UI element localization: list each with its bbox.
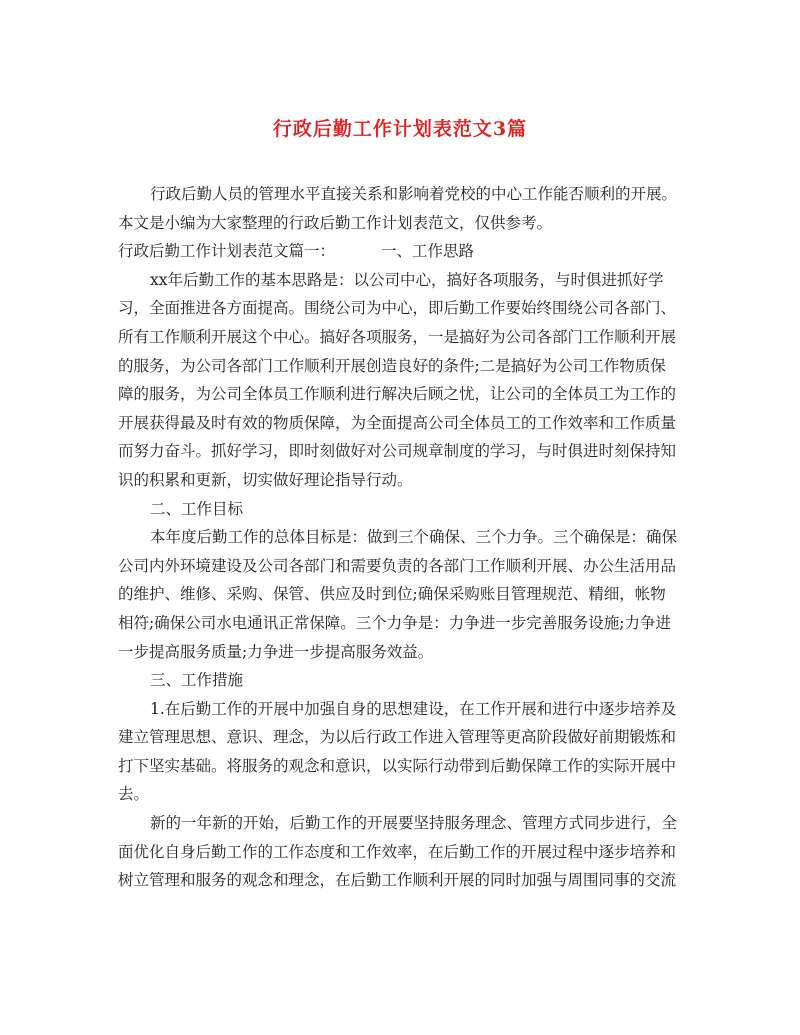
paragraph-line [118, 838, 684, 867]
line-text: 而努力奋斗。抓好学习，即时刻做好对公司规章制度的学习，与时俱进时刻保持知 [118, 442, 677, 461]
paragraph-line [118, 209, 684, 238]
paragraph-line [118, 638, 684, 667]
line-text: 行政后勤人员的管理水平直接关系和影响着党校的中心工作能否顺利的开展。 [150, 185, 678, 203]
section-heading: 一、工作思路 [381, 242, 475, 261]
line-text: 开展获得最及时有效的物质保障，为全面提高公司全体员工的工作效率和工作质量 [118, 413, 677, 432]
line-text: 打下坚实基础。将服务的观念和意识，以实际行动带到后勤保障工作的实际开展中 [118, 756, 677, 775]
document-title: 行政后勤工作计划表范文3篇 [272, 118, 528, 140]
line-text: 1.在后勤工作的开展中加强自身的思想建设，在工作开展和进行中逐步培养及 [150, 699, 677, 718]
paragraph-line [118, 523, 684, 552]
line-text: 三、工作措施 [150, 671, 244, 690]
line-text: xx年后勤工作的基本思路是：以公司中心，搞好各项服务，与时俱进抓好学 [150, 270, 664, 289]
line-text: 二、工作目标 [150, 499, 244, 518]
line-text: 面优化自身后勤工作的工作态度和工作效率，在后勤工作的开展过程中逐步培养和 [118, 842, 677, 861]
line-text: 的维护、维修、采购、保管、供应及时到位;确保采购账目管理规范、精细，帐物 [118, 585, 666, 604]
paragraph-line [118, 780, 684, 809]
paragraph-line [118, 495, 684, 524]
line-text: 去。 [118, 785, 150, 804]
paragraph-line [118, 409, 684, 438]
paragraph-line [118, 809, 684, 838]
line-text: 识的积累和更新，切实做好理论指导行动。 [118, 470, 413, 489]
paragraph-line [118, 466, 684, 495]
paragraph-line [118, 723, 684, 752]
paragraph-line [118, 266, 684, 295]
line-text: 公司内外环境建设及公司各部门和需要负责的各部门工作顺利开展、办公生活用品 [118, 556, 677, 575]
paragraph-line [118, 752, 684, 781]
paragraph-line [118, 552, 684, 581]
paragraph-line [118, 237, 684, 266]
line-text: 障的服务，为公司全体员工作顺利进行解决后顾之忧，让公司的全体员工为工作的 [118, 385, 677, 404]
paragraph-line [118, 380, 684, 409]
line-text: 相符;确保公司水电通讯正常保障。三个力争是：力争进一步完善服务设施;力争进 [118, 613, 671, 632]
line-text: 一步提高服务质量;力争进一步提高服务效益。 [118, 642, 434, 661]
paragraph-line [118, 695, 684, 724]
line-text: 习，全面推进各方面提高。围绕公司为中心，即后勤工作要始终围绕公司各部门、 [118, 299, 677, 318]
paragraph-line [118, 437, 684, 466]
line-text: 树立管理和服务的观念和理念，在后勤工作顺利开展的同时加强与周围同事的交流 [118, 871, 677, 890]
paragraph-line [118, 323, 684, 352]
paragraph-line [118, 352, 684, 381]
line-text: 的服务，为公司各部门工作顺利开展创造良好的条件;二是搞好为公司工作物质保 [118, 356, 666, 375]
paragraph-line [118, 666, 684, 695]
paragraph-line [118, 866, 684, 895]
line-text: 建立管理思想、意识、理念，为以后行政工作进入管理等更高阶段做好前期锻炼和 [118, 728, 677, 747]
line-text: 所有工作顺利开展这个中心。搞好各项服务，一是搞好为公司各部门工作顺利开展 [118, 327, 677, 346]
line-text: 新的一年新的开始，后勤工作的开展要坚持服务理念、管理方式同步进行，全 [150, 814, 678, 833]
line-text: 行政后勤工作计划表范文篇一： [118, 242, 336, 261]
paragraph-line [118, 180, 684, 209]
paragraph-line [118, 609, 684, 638]
paragraph-line [118, 294, 684, 323]
line-text: 本年度后勤工作的总体目标是：做到三个确保、三个力争。三个确保是：确保 [150, 528, 678, 547]
paragraph-line [118, 580, 684, 609]
document-body [118, 180, 684, 895]
line-text: 本文是小编为大家整理的行政后勤工作计划表范文，仅供参考。 [118, 213, 553, 232]
